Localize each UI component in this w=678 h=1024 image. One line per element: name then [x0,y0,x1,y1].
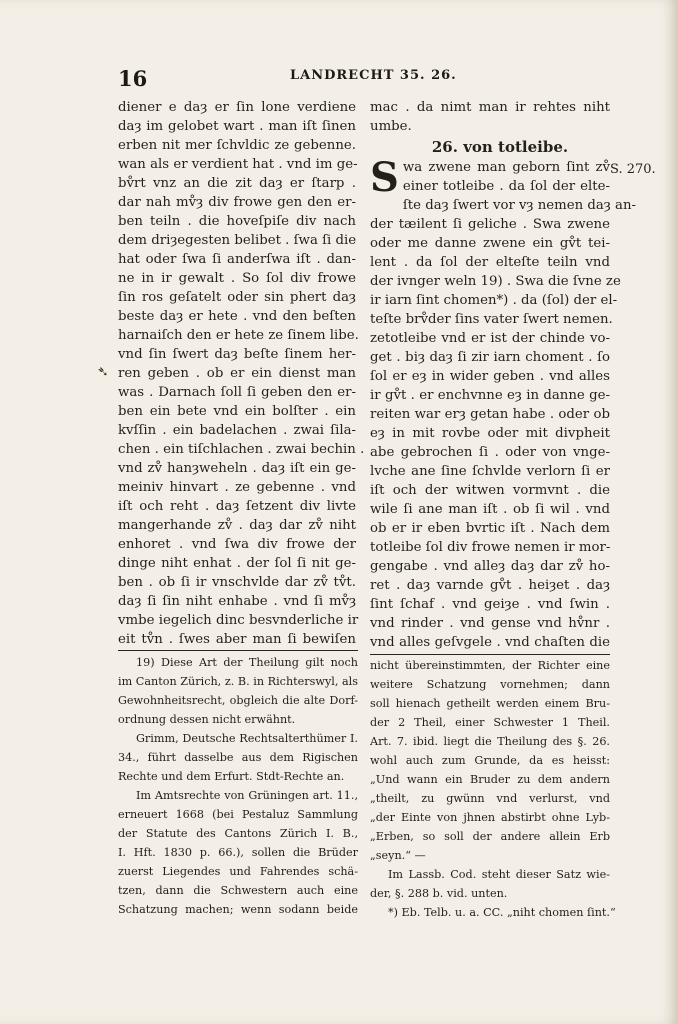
footnote-line: Rechte und dem Erfurt. Stdt-Rechte an. [118,770,345,783]
footnotes-right [370,656,616,922]
text-line: meiniv hinvart . ze gebenne . vnd [118,480,356,495]
footnote-line: Gewohnheitsrecht, obgleich die alte Dorf- [118,694,358,707]
text-line: ſol er eȝ in wider geben . vnd alles [370,369,610,384]
footnote-line: „theilt, zu gwünn vnd verlurst, vnd [370,792,610,805]
footnote-line: der 2 Theil, einer Schwester 1 Theil. [370,716,610,729]
text-line: mac . da nimt man ir rehtes niht [370,100,610,115]
text-line: bv̊rt vnz an die zit daȝ er ſtarp . [118,176,356,191]
text-line: hat oder ſwa ſi anderſwa iſt . dan- [118,252,356,267]
text-line: einer totleibe . da ſol der elte- [402,179,610,194]
text-line: erben nit mer ſchvldic ze gebenne. [118,138,356,153]
text-line: teſte brv̊der ſins vater ſwert nemen. [370,312,613,327]
left-text-column [118,98,365,649]
text-line: umbe. [370,119,412,134]
page-number: 16 [118,66,148,91]
text-line: ret . daȝ varnde gv̊t . heiȝet . daȝ [370,578,610,593]
text-line: der tæilent ſi geliche . Swa zwene [370,217,610,232]
text-line: chen . ein tiſchlachen . zwai bechin . [118,442,365,457]
pencil-mark-icon: ➴ [97,364,109,380]
footnote-line: I. Hft. 1830 p. 66.), sollen die Brüder [118,846,358,859]
text-line: eȝ in mit rovbe oder mit divpheit [370,426,610,441]
text-line: oder me danne zwene ein gv̊t tei- [370,236,610,251]
text-line: mangerhande zv̊ . daȝ dar zv̊ niht [118,518,356,533]
footnote-line: zuerst Liegendes und Fahrendes schä- [118,865,358,878]
text-line: wan als er verdient hat . vnd im ge- [118,157,358,172]
footnotes-left [118,653,358,919]
text-line: lvche ane ſine ſchvlde verlorn ſi er [370,464,610,479]
footnote-line: tzen, dann die Schwestern auch eine [118,884,358,897]
footnote-line: „der Einte von jhnen abstirbt ohne Lyb- [370,811,610,824]
footnote-line: Im Lassb. Cod. steht dieser Satz wie- [388,868,610,881]
text-line: beste daȝ er hete . vnd den beſten [118,309,356,324]
text-line: harnaiſch den er hete ze ſinem libe. [118,328,359,343]
margin-page-reference: S. 270. [610,162,656,177]
text-line: daȝ im gelobet wart . man iſt ſinen [118,119,356,134]
text-line: gengabe . vnd alleȝ daȝ dar zv̊ ho- [370,559,610,574]
footnote-line: weitere Schatzung vornehmen; dann [370,678,610,691]
footnote-line: der, §. 288 b. vid. unten. [370,887,508,900]
text-line: der ivnger weln 19) . Swa die ſvne ze [370,274,621,289]
text-line: vnd zv̊ hanȝweheln . daȝ iſt ein ge- [118,461,356,476]
text-line: daȝ ſi ſin niht enhabe . vnd ſi mv̊ȝ [118,594,356,609]
text-line: vnd rinder . vnd gense vnd hv̊nr . [370,616,610,631]
text-line: wile ſi ane man iſt . ob ſi wil . vnd [370,502,610,517]
footnote-line: *) Eb. Telb. u. a. CC. „niht chomen ſint.“ [388,906,616,919]
text-line: get . biȝ daȝ ſi zir iarn choment . ſo [370,350,610,365]
footnote-line: „Erben, so soll der andere allein Erb [370,830,610,843]
text-line: dar nah mv̊ȝ div frowe gen den er- [118,195,356,210]
section-heading: 26. von totleibe. [431,138,569,156]
dropcap-paragraph [370,154,610,201]
text-line: ne in ir gewalt . So ſol div frowe [118,271,356,286]
footnote-line: der Statute des Cantons Zürich I. B., [118,827,358,840]
footnote-line: 19) Diese Art der Theilung gilt noch [136,656,358,669]
footnote-line: im Canton Zürich, z. B. in Richterswyl, als [118,675,358,688]
text-line: iſt och der witwen vormvnt . die [370,483,610,498]
footnote-line: erneuert 1668 (bei Pestaluz Sammlung [118,808,358,821]
footnote-line: 34., führt dasselbe aus dem Rigischen [118,751,358,764]
footnote-line: Art. 7. ibid. liegt die Theilung des §. 26. [370,735,610,748]
text-line: ben . ob ſi ir vnschvlde dar zv̊ tv̊t. [118,575,356,590]
footnote-line: „seyn.“ — [370,849,426,862]
text-line: vnd ſin ſwert daȝ beſte ſinem her- [118,347,356,362]
text-line: zetotleibe vnd er ist der chinde vo- [370,331,610,346]
text-line: ir gv̊t . er enchvnne eȝ in danne ge- [370,388,610,403]
running-head: LANDRECHT 35. 26. [290,68,457,83]
text-line: ben ein bete vnd ein bolſter . ein [118,404,356,419]
text-line: lent . da ſol der elteſte teiln vnd [370,255,610,270]
footnote-line: Grimm, Deutsche Rechtsalterthümer I. [136,732,358,745]
text-line: diener e daȝ er ſin lone verdiene [118,100,356,115]
text-line: dem driȝegesten belibet . ſwa ſi die [118,233,357,248]
footnote-line: Schatzung machen; wenn sodann beide [118,903,358,916]
text-line: ſint ſchaf . vnd geiȝe . vnd ſwin . [370,597,610,612]
footnote-line: wohl auch zum Grunde, da es heisst: [370,754,610,767]
text-line: vnd alles geſvgele . vnd chaſten die [370,635,610,650]
text-line: reiten war erȝ getan habe . oder ob [370,407,610,422]
text-line: ſte daȝ ſwert vor vȝ nemen daȝ an- [402,198,637,213]
text-line: wa zwene man geborn ſint zv̊ [402,160,610,175]
text-line: ben teiln . die hoveſpiſe div nach [118,214,356,229]
text-line: vmbe iegelich dinc besvnderliche ir [118,613,359,628]
text-line: eit tv̊n . ſwes aber man ſi bewiſen [118,632,356,647]
text-line: was . Darnach ſoll ſi geben den er- [118,385,356,400]
footnote-line: nicht übereinstimmten, der Richter eine [370,659,610,672]
footnote-divider-right [370,654,610,655]
text-line: abe gebrochen ſi . oder von vnge- [370,445,610,460]
text-line: totleibe ſol div frowe nemen ir mor- [370,540,611,555]
text-line: ren geben . ob er ein dienst man [118,366,356,381]
dropcap-initial: S [370,154,399,201]
text-line: kvſſin . ein badelachen . zwai ſila- [118,423,356,438]
footnote-divider-left [118,650,358,651]
text-line: dinge niht enhat . der ſol ſi nit ge- [118,556,356,571]
footnote-line: soll hienach getheilt werden einem Bru- [370,697,610,710]
text-line: ir iarn ſint chomen*) . da (ſol) der el- [370,293,618,308]
footnote-line: „Und wann ein Bruder zu dem andern [370,773,610,786]
footnote-line: Im Amtsrechte von Grüningen art. 11., [136,789,358,802]
footnote-line: ordnung dessen nicht erwähnt. [118,713,296,726]
text-line: iſt och reht . daȝ ſetzent div livte [118,499,356,514]
text-line: enhoret . vnd ſwa div frowe der [118,537,356,552]
text-line: ob er ir eben bvrtic iſt . Nach dem [370,521,610,536]
text-line: ſin ros geſatelt oder sin phert daȝ [118,290,356,305]
